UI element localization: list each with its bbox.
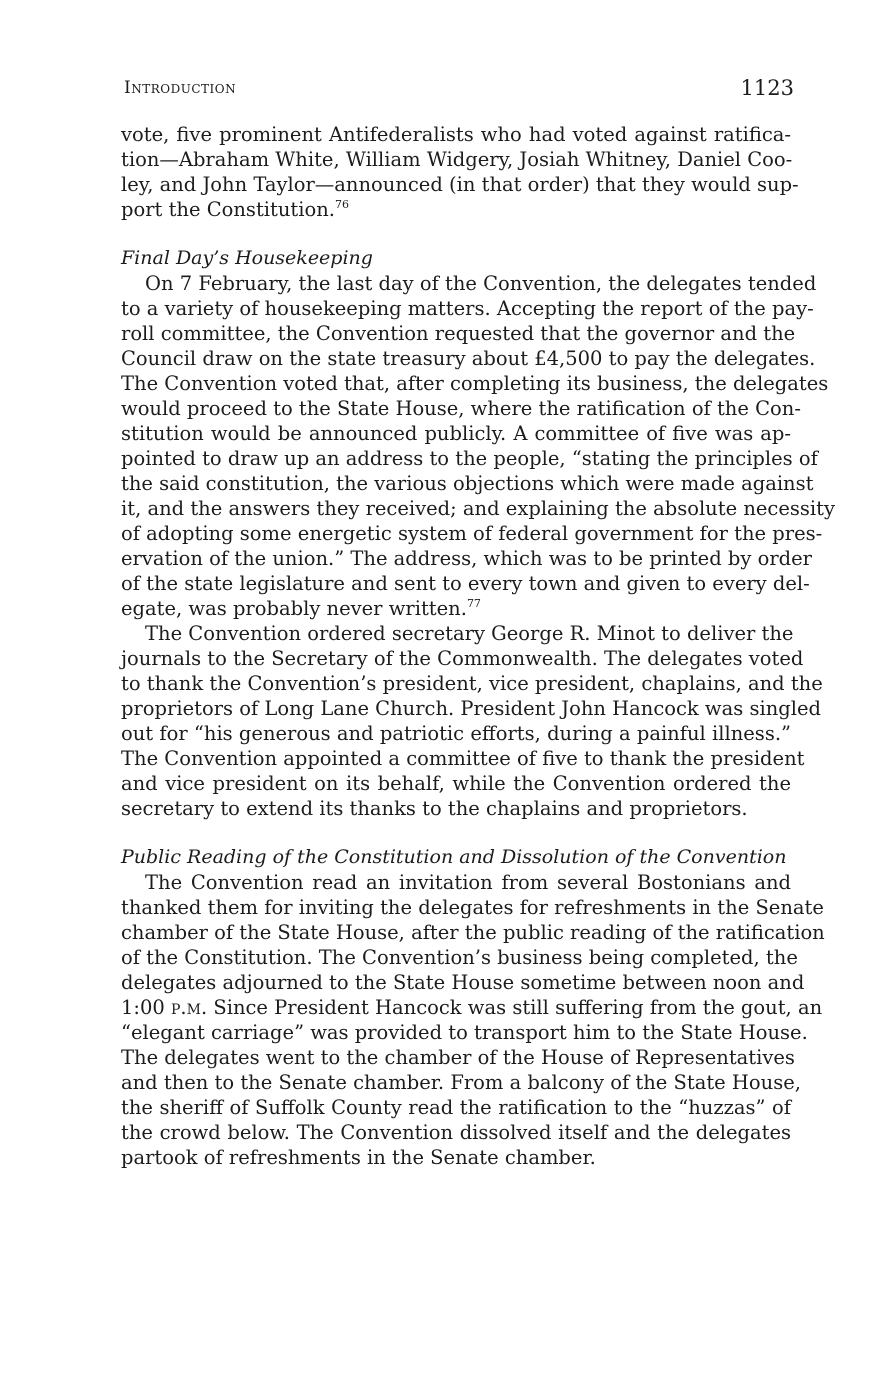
text-line: pointed to draw up an address to the people, “stating the principles of [121, 447, 818, 470]
text-line: of the Constitution. The Convention’s business being completed, the [121, 946, 798, 969]
time-prefix: 1:00 [121, 996, 171, 1019]
section-heading-public-reading: Public Reading of the Constitution and Dissolution of the Convention [121, 846, 787, 868]
text-line: vote, five prominent Antifederalists who had voted against ratifica- [121, 123, 791, 146]
text-line: Council draw on the state treasury about £4,500 to pay the delegates. [121, 347, 816, 370]
text-line: thanked them for inviting the delegates for refreshments in the Senate [121, 896, 824, 919]
text-line: ervation of the union.” The address, which was to be printed by order [121, 547, 812, 570]
footnote-ref-76: 76 [334, 198, 349, 211]
text-line: proprietors of Long Lane Church. President John Hancock was singled [121, 697, 821, 720]
text-line: and then to the Senate chamber. From a balcony of the State House, [121, 1071, 801, 1094]
page-number: 1123 [740, 76, 794, 100]
text-line: the sheriff of Suffolk County read the ratification to the “huzzas” of [121, 1096, 791, 1119]
text-line-content: port the Constitution. [121, 198, 335, 221]
text-line: delegates adjourned to the State House sometime between noon and [121, 971, 805, 994]
text-line: The Convention appointed a committee of five to thank the president [121, 747, 805, 770]
text-line: partook of refreshments in the Senate chamber. [121, 1146, 596, 1169]
text-line: the crowd below. The Convention dissolved itself and the delegates [121, 1121, 791, 1144]
text-line: to thank the Convention’s president, vice president, chaplains, and the [121, 672, 823, 695]
text-line [121, 197, 791, 222]
running-head [124, 76, 794, 106]
text-line: tion—Abraham White, William Widgery, Josiah Whitney, Daniel Coo- [121, 148, 793, 171]
text-line [121, 596, 791, 621]
text-line: and vice president on its behalf, while the Convention ordered the [121, 772, 791, 795]
text-line: The Convention ordered secretary George R. Minot to deliver the [145, 622, 794, 645]
body-text [121, 122, 835, 1170]
text-line: ley, and John Taylor—announced (in that order) that they would sup- [121, 173, 799, 196]
text-line: out for “his generous and patriotic efforts, during a painful illness.” [121, 722, 791, 745]
text-line: The Convention read an invitation from several Bostonians and [145, 871, 791, 894]
time-rest: Since President Hancock was still suffering from the gout, an [207, 996, 823, 1019]
text-line: journals to the Secretary of the Commonwealth. The delegates voted [121, 647, 804, 670]
text-line: On 7 February, the last day of the Convention, the delegates tended [145, 272, 817, 295]
running-head-title: Introduction [124, 78, 237, 98]
text-line: to a variety of housekeeping matters. Accepting the report of the pay- [121, 297, 814, 320]
text-line: secretary to extend its thanks to the chaplains and proprietors. [121, 797, 748, 820]
text-line: would proceed to the State House, where the ratification of the Con- [121, 397, 801, 420]
text-line: chamber of the State House, after the public reading of the ratification [121, 921, 825, 944]
text-line: of the state legislature and sent to every town and given to every del- [121, 572, 810, 595]
text-line: stitution would be announced publicly. A committee of five was ap- [121, 422, 791, 445]
footnote-ref-77: 77 [466, 597, 481, 610]
section-gap [121, 821, 791, 845]
section-gap [121, 222, 791, 246]
text-line [121, 995, 823, 1020]
text-line: “elegant carriage” was provided to transport him to the State House. [121, 1021, 808, 1044]
text-line: roll committee, the Convention requested that the governor and the [121, 322, 796, 345]
text-line-content: egate, was probably never written. [121, 597, 467, 620]
text-line: of adopting some energetic system of federal government for the pres- [121, 522, 823, 545]
time-unit: p.m. [171, 996, 208, 1019]
text-line: The Convention voted that, after completing its business, the delegates [121, 372, 829, 395]
text-line: The delegates went to the chamber of the House of Representatives [121, 1046, 795, 1069]
text-line: the said constitution, the various objections which were made against [121, 472, 814, 495]
text-line: it, and the answers they received; and explaining the absolute necessity [121, 497, 835, 520]
section-heading-housekeeping: Final Day’s Housekeeping [121, 247, 373, 269]
